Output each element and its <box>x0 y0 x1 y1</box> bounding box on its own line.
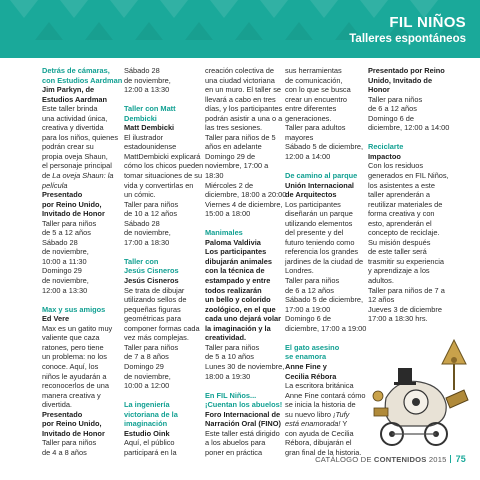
text-line: Anne Fine contará cómo <box>285 390 366 400</box>
text-line: Taller para niños <box>124 199 179 209</box>
text-line: Domingo 29 de <box>205 151 256 161</box>
text-column-2 <box>124 66 206 457</box>
event-presenter: con la técnica de <box>205 266 265 276</box>
text-line: de 4 a 8 años <box>42 447 87 457</box>
event-presenter: cada uno dejará volar <box>205 314 281 324</box>
event-presenter: Estudio Oink <box>124 428 170 438</box>
text-line: diciembre, 17:00 a 19:00 <box>285 323 367 333</box>
text-line: generados en FIL Niños, <box>368 171 449 181</box>
text-line: propia oveja Shaun, <box>42 151 108 161</box>
text-column-3 <box>205 66 287 457</box>
paragraph-gap <box>285 333 371 343</box>
text-line: 10:00 a 11:30 <box>42 256 87 266</box>
text-line: La escritora británica <box>285 381 354 391</box>
page-footer <box>315 454 466 464</box>
text-line: a los abuelos para <box>205 438 266 448</box>
event-presenter: un bello y colorido <box>205 295 271 305</box>
text-line: El ilustrador <box>124 132 164 142</box>
paragraph-gap <box>42 295 126 305</box>
text-line: las tres sesiones. <box>205 123 263 133</box>
text-run: su nuevo libro <box>285 409 334 419</box>
text-column-4 <box>285 66 371 457</box>
event-title: con Estudios Aardman <box>42 75 123 85</box>
event-presenter: Honor <box>368 85 390 95</box>
text-line: de comunicación, <box>285 75 343 85</box>
text-line: Sábado 5 de diciembre, <box>285 142 364 152</box>
text-line: Taller para niños <box>42 218 97 228</box>
text-line: en un muro. El taller se <box>205 85 281 95</box>
paragraph-gap <box>285 161 371 171</box>
text-line: entre diferentes <box>285 104 337 114</box>
event-presenter: Unión Internacional <box>285 180 354 190</box>
text-line: Domingo 6 de <box>368 113 415 123</box>
text-line: con ayuda de Cecilia <box>285 428 354 438</box>
text-line: niños le ayudarán a <box>42 371 107 381</box>
text-line: Viernes 4 de diciembre, <box>205 199 283 209</box>
event-presenter: Presentado <box>42 409 83 419</box>
event-presenter: la imaginación y la <box>205 323 271 333</box>
text-run: de <box>42 171 53 181</box>
text-line: trasmitir su experiencia <box>368 256 444 266</box>
event-title: Max y sus amigos <box>42 304 106 314</box>
event-presenter: Paloma Valdivia <box>205 237 261 247</box>
section-header <box>0 0 480 58</box>
event-title: Taller con <box>124 256 159 266</box>
text-run: está enamorada! <box>285 419 341 429</box>
text-line: para los niños, quienes <box>42 132 119 142</box>
text-line: de 7 a 8 años <box>124 352 169 362</box>
event-title: Manimales <box>205 228 243 238</box>
paragraph-gap <box>368 133 464 143</box>
event-presenter: Presentado por Reino <box>368 66 445 75</box>
text-line: Este taller brinda <box>42 104 98 114</box>
text-line: esto, aprenderán el <box>368 218 432 228</box>
text-line: de este taller será <box>368 247 427 257</box>
text-line: de 5 a 10 años <box>205 352 254 362</box>
text-line: días, y los participantes <box>205 104 283 114</box>
text-line: de noviembre, <box>42 276 89 286</box>
footer-separator <box>450 455 451 463</box>
text-line: creación colectiva de <box>205 66 275 75</box>
event-title: victoriana de la <box>124 409 178 419</box>
text-line: participará en la <box>124 447 177 457</box>
text-line: 17:00 a 18:30 hrs. <box>368 314 428 324</box>
text-line: 12 años <box>368 295 395 305</box>
text-line: podrán crear su <box>42 142 94 152</box>
text-line: Aquí, el público <box>124 438 175 448</box>
text-line: forma creativa y con <box>368 209 435 219</box>
text-line: Taller para niños de 7 a <box>368 285 445 295</box>
page-number: 75 <box>455 454 466 464</box>
text-line: Este taller está dirigido <box>205 428 280 438</box>
event-presenter: Foro Internacional de <box>205 409 281 419</box>
event-presenter: dibujarán animales <box>205 256 272 266</box>
text-line: reconocerlos de una <box>42 381 109 391</box>
text-line: taller aprenderán a <box>368 190 431 200</box>
event-presenter: Anne Fine y <box>285 361 327 371</box>
text-line: Domingo 6 de <box>285 314 332 324</box>
text-line: de noviembre, <box>124 228 171 238</box>
text-line: tomar situaciones de su <box>124 171 203 181</box>
text-line: sus herramientas <box>285 66 342 75</box>
text-line: 17:00 a 18:30 <box>124 237 170 247</box>
text-line: Taller para niños <box>285 276 340 286</box>
event-presenter: Cecilia Rébora <box>285 371 337 381</box>
footer-catalog: CATÁLOGO DE <box>315 455 372 464</box>
event-presenter: por Reino Unido, <box>42 419 102 429</box>
text-line: con lo que se busca <box>285 85 351 95</box>
event-presenter: creatividad. <box>205 333 247 343</box>
event-presenter: Jim Parkyn, de <box>42 85 95 95</box>
text-line: de 10 a 12 años <box>124 209 178 219</box>
text-line: Los participantes <box>285 199 341 209</box>
event-presenter: Matt Dembicki <box>124 123 175 133</box>
event-title: se enamora <box>285 352 327 362</box>
event-presenter: Narración Oral (FINO) <box>205 419 281 429</box>
text-line: Sábado 28 <box>124 66 160 75</box>
text-line: crear un encuentro <box>285 94 348 104</box>
text-line: Se trata de dibujar <box>124 285 185 295</box>
event-title: En FIL Niños... <box>205 390 257 400</box>
text-line: el personaje principal <box>42 161 112 171</box>
text-line: noviembre, 17:00 a <box>205 161 269 171</box>
text-line: Max es un gatito muy <box>42 323 113 333</box>
text-run: La oveja Shaun: la <box>52 171 114 181</box>
event-title: De camino al parque <box>285 171 358 181</box>
event-presenter: Ed Vere <box>42 314 70 324</box>
text-line: 12:00 a 13:30 <box>42 285 88 295</box>
text-line: Sábado 5 de diciembre, <box>285 295 364 305</box>
text-line <box>285 419 371 429</box>
text-line: 18:30 <box>205 171 224 181</box>
text-line: Sábado 28 <box>42 237 78 247</box>
text-line: gran final de la historia. <box>285 447 362 457</box>
text-line: de 6 a 12 años <box>285 285 334 295</box>
section-subtitle: Talleres espontáneos <box>349 33 466 45</box>
event-title: Detrás de cámaras, <box>42 66 110 75</box>
event-title: Jesús Cisneros <box>124 266 179 276</box>
footer-year: 2015 <box>428 455 447 464</box>
event-presenter: estampado y entre <box>205 276 271 286</box>
text-line: jardines de la ciudad de <box>285 256 364 266</box>
text-line: 15:00 a 18:00 <box>205 209 251 219</box>
text-line: un cómic. <box>124 190 156 200</box>
event-presenter: Invitado de Honor <box>42 428 105 438</box>
event-title: imaginación <box>124 419 168 429</box>
event-presenter: Jesús Cisneros <box>124 276 179 286</box>
text-line: creativa y divertida <box>42 123 104 133</box>
text-line: una ciudad victoriana <box>205 75 275 85</box>
text-line: Londres. <box>285 266 314 276</box>
paragraph-gap <box>124 95 206 105</box>
text-line: divertida. <box>42 400 72 410</box>
text-line: futuro teniendo como <box>285 237 355 247</box>
event-presenter: Presentado <box>42 190 83 200</box>
text-line: reutilizar materiales de <box>368 199 443 209</box>
text-line: componer formas cada <box>124 323 200 333</box>
text-line: de 6 a 12 años <box>368 104 417 114</box>
text-line: adultos. <box>368 276 394 286</box>
text-line: cómo los chicos pueden <box>124 161 204 171</box>
text-line: Sábado 28 <box>124 218 160 228</box>
text-line: vida y convertirlas en <box>124 180 194 190</box>
text-line: Taller para niños <box>124 342 179 352</box>
text-line: Miércoles 2 de <box>205 180 254 190</box>
text-line: 10:00 a 12:00 <box>124 381 170 391</box>
text-line: Lunes 30 de noviembre, <box>205 361 285 371</box>
text-line: mayores <box>285 132 314 142</box>
text-line: 17:00 a 19:00 <box>285 304 331 314</box>
paragraph-gap <box>124 247 206 257</box>
event-presenter: por Reino Unido, <box>42 199 102 209</box>
text-column-1 <box>42 66 126 457</box>
text-line: de noviembre, <box>124 75 171 85</box>
event-title: La ingeniería <box>124 400 170 410</box>
paragraph-gap <box>205 219 287 229</box>
text-line: se inicia la historia de <box>285 400 356 410</box>
text-line: MattDembicki explicará <box>124 151 201 161</box>
text-line: Taller para niños <box>205 342 260 352</box>
text-line: estadounidense <box>124 142 177 152</box>
text-line: concepto de reciclaje. <box>368 228 440 238</box>
text-line: diseñarán un parque <box>285 209 353 219</box>
text-line: geométricas para <box>124 314 182 324</box>
event-presenter: Estudios Aardman <box>42 94 108 104</box>
text-line: Domingo 29 <box>42 266 82 276</box>
text-line: de 5 a 12 años <box>42 228 91 238</box>
text-line: referencia los grandes <box>285 247 359 257</box>
footer-catalog-bold: CONTENIDOS <box>373 455 427 464</box>
text-line: del presente y del <box>285 228 344 238</box>
text-line: Domingo 29 <box>124 361 164 371</box>
text-line: Con los residuos <box>368 161 424 171</box>
text-run: Y <box>340 419 348 429</box>
paragraph-gap <box>124 391 206 401</box>
paragraph-gap <box>205 381 287 391</box>
text-line: pequeñas figuras <box>124 304 181 314</box>
text-column-5 <box>368 66 464 324</box>
event-title: Taller con Matt <box>124 104 176 114</box>
event-title: El gato asesino <box>285 342 340 352</box>
text-line: llevará a cabo en tres <box>205 94 276 104</box>
event-presenter: zoológico, en el que <box>205 304 276 314</box>
text-line: diciembre, 12:00 a 14:00 <box>368 123 450 133</box>
text-line: película <box>42 180 68 190</box>
event-presenter: Impactoo <box>368 151 401 161</box>
event-presenter: de Arquitectos <box>285 190 337 200</box>
text-line: de noviembre, <box>124 371 171 381</box>
text-line: Taller para niños <box>368 94 423 104</box>
event-presenter: Invitado de Honor <box>42 209 105 219</box>
text-line: de noviembre, <box>42 247 89 257</box>
text-line: los asistentes a este <box>368 180 435 190</box>
event-presenter: Unido, Invitado de <box>368 75 433 85</box>
text-line: ratones, pero tiene <box>42 342 104 352</box>
text-line: valiente que caza <box>42 333 100 343</box>
text-line: Rébora, dibujarán el <box>285 438 352 448</box>
event-title: Dembicki <box>124 113 157 123</box>
text-line: una actividad única, <box>42 113 108 123</box>
text-line: Jueves 3 de diciembre <box>368 304 442 314</box>
text-line: 18:00 a 19:30 <box>205 371 251 381</box>
text-line: manera creativa y <box>42 390 101 400</box>
event-presenter: todos realizarán <box>205 285 262 295</box>
text-line <box>285 410 371 420</box>
text-line: conoce. Aquí, los <box>42 361 99 371</box>
steampunk-machine-illustration <box>368 338 480 450</box>
section-title: FIL NIÑOS <box>389 14 466 31</box>
text-line: Su misión después <box>368 237 431 247</box>
text-line: 12:00 a 13:30 <box>124 85 170 95</box>
text-line: un problema: no los <box>42 352 107 362</box>
text-line: podrán asistir a una o a <box>205 113 283 123</box>
text-line: Taller para niños <box>42 438 97 448</box>
text-line: diciembre, 18:00 a 20:00 <box>205 190 287 200</box>
text-line: años en adelante <box>205 142 262 152</box>
text-line: y aprendizaje a los <box>368 266 430 276</box>
text-line: Taller para niños de 5 <box>205 132 276 142</box>
text-line <box>42 171 126 181</box>
text-line: vez más complejas. <box>124 333 189 343</box>
text-line: Taller para adultos <box>285 123 346 133</box>
text-line: utilizando elementos <box>285 218 353 228</box>
text-line: generaciones. <box>285 113 332 123</box>
text-line: 12:00 a 14:00 <box>285 151 331 161</box>
event-title: ¡Cuentan los abuelos! <box>205 400 283 410</box>
event-presenter: Los participantes <box>205 247 267 257</box>
text-line: poner en práctica <box>205 447 263 457</box>
text-run: ¡Tufy <box>333 409 350 419</box>
text-line: utilizando sellos de <box>124 295 187 305</box>
event-title: Reciclarte <box>368 142 404 152</box>
